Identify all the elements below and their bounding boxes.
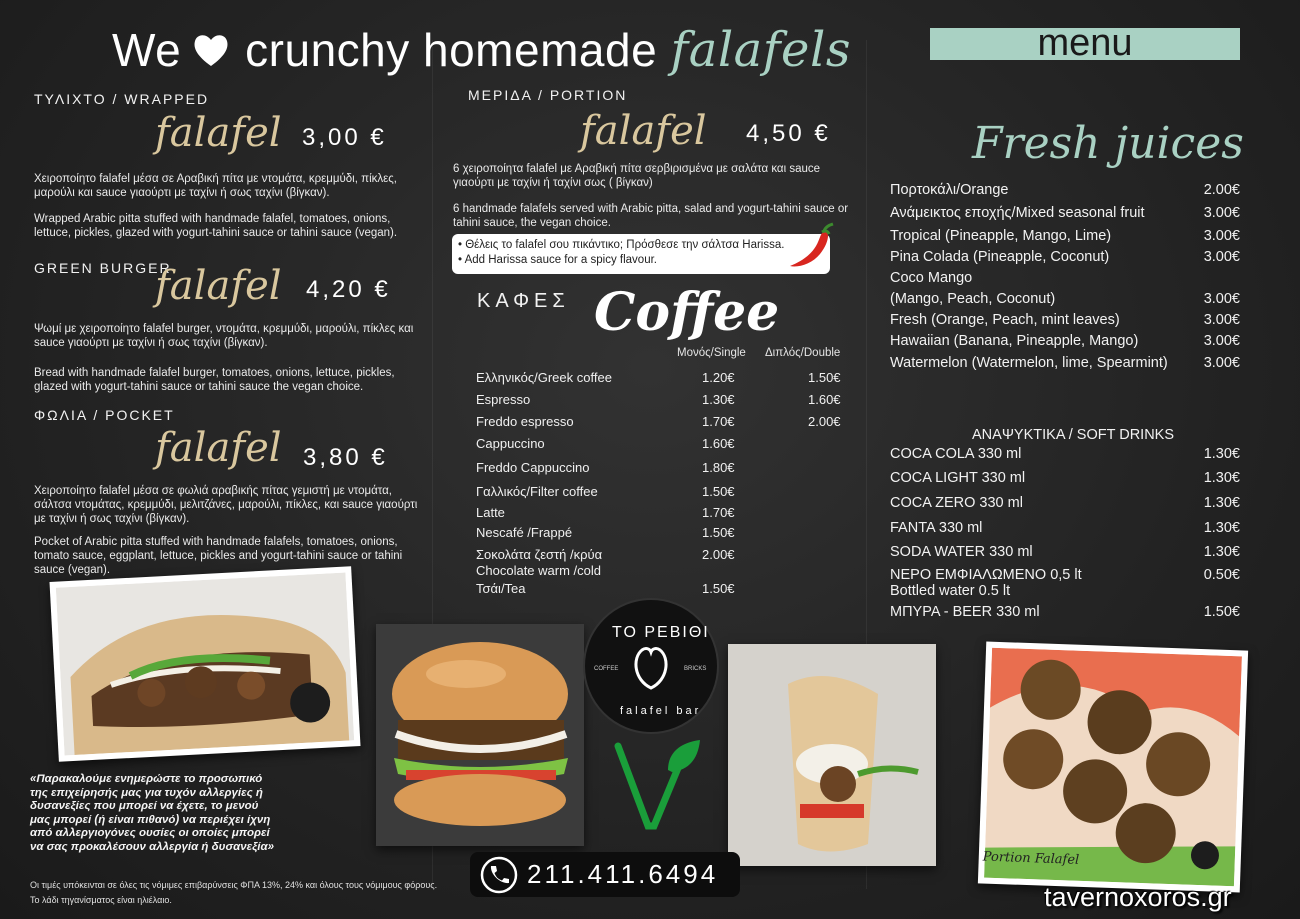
soft-drink-name: COCA ZERO 330 ml <box>890 495 1023 511</box>
coffee-item-double: 2.00€ <box>808 414 841 429</box>
soft-drink-name: FANTA 330 ml <box>890 520 983 536</box>
juices-title: Fresh juices <box>972 118 1244 169</box>
green-burger-desc-gr: Ψωμί με χειροποίητο falafel burger, ντομάτα, κρεμμύδι, μαρούλι, πίκλες και sauce γιαούρτι με ταχίνι ή σως ταχίνι (βίγκαν). <box>34 323 414 349</box>
coffee-item-name: Τσάι/Tea <box>476 581 526 596</box>
juice-name: Pina Colada (Pineapple, Coconut) <box>890 249 1110 265</box>
pocket-desc-gr: Χειροποίητο falafel μέσα σε φωλιά αραβικής πίτας γεμιστή με ντομάτα, σάλτσα ντομάτας, κρεμμύδι, μελιτζάνες, μαρούλι, πίκλες, και sauce γιαούρτι με ταχίνι ή σως ταχίνι (βίγκαν). <box>34 485 418 525</box>
coffee-item-name: Cappuccino <box>476 436 545 451</box>
harissa-line-gr: • Θέλεις το falafel σου πικάντικο; Πρόσθεσε την σάλτσα Harissa. <box>458 239 785 251</box>
coffee-col-single: Μονός/Single <box>677 347 746 359</box>
harissa-line-en: • Add Harissa sauce for a spicy flavour. <box>458 254 657 266</box>
juice-price: 3.00€ <box>1203 249 1240 265</box>
logo-right-label: BRICKS <box>684 666 707 672</box>
harissa-box <box>452 234 830 274</box>
juice-price: 3.00€ <box>1203 228 1240 244</box>
coffee-item-name: Nescafé /Frappé <box>476 525 573 540</box>
green-burger-price: 4,20 € <box>306 276 391 303</box>
coffee-item-double: 1.60€ <box>808 392 841 407</box>
phone-number[interactable]: 211.411.6494 <box>527 859 719 889</box>
juice-price: 3.00€ <box>1203 312 1240 328</box>
coffee-item-name: Freddo Cappuccino <box>476 460 590 475</box>
portion-name: falafel <box>580 108 707 154</box>
wrapped-name: falafel <box>155 110 282 156</box>
menu-label: menu <box>930 28 1240 60</box>
soft-drinks-title: ΑΝΑΨΥΚΤΙΚΑ / SOFT DRINKS <box>972 427 1175 443</box>
portion-title: ΜΕΡΙΔΑ / PORTION <box>468 87 628 103</box>
soft-drink-price: 0.50€ <box>1203 567 1240 583</box>
coffee-item-name: Γαλλικός/Filter coffee <box>476 484 598 499</box>
tax-note: Οι τιμές υπόκεινται σε όλες τις νόμιμες επιβαρύνσεις ΦΠΑ 13%, 24% και όλους τους νόμιμους φόρους. <box>30 880 438 890</box>
logo-name: ΤΟ ΡΕΒΙΘΙ <box>612 624 710 641</box>
juice-name: Πορτοκάλι/Orange <box>890 182 1009 198</box>
heart-icon <box>191 30 231 70</box>
wrapped-desc-en: Wrapped Arabic pitta stuffed with handmade falafel, tomatoes, onions, lettuce, pickles, glazed with yogurt-tahini sauce or tahini sauce (vegan). <box>34 213 398 239</box>
logo-subtitle: falafel bar <box>620 705 702 717</box>
coffee-item-single: 1.30€ <box>702 392 735 407</box>
juice-name: Watermelon (Watermelon, lime, Spearmint) <box>890 355 1168 371</box>
coffee-title-gr: ΚΑΦΕΣ <box>477 290 570 312</box>
pocket-photo <box>728 644 936 866</box>
juice-name: Coco Mango <box>890 270 973 286</box>
soft-drink-name-2: Bottled water 0.5 lt <box>890 583 1011 599</box>
coffee-item-name: Latte <box>476 505 505 520</box>
pocket-name: falafel <box>155 425 282 471</box>
portion-desc-en: 6 handmade falafels served with Arabic pitta, salad and yogurt-tahini sauce or tahini sauce, the vegan choice. <box>453 203 849 229</box>
soft-drink-price: 1.30€ <box>1203 446 1240 462</box>
juice-price: 3.00€ <box>1203 355 1240 371</box>
wrapped-price: 3,00 € <box>302 124 387 151</box>
coffee-item-name: Freddo espresso <box>476 414 574 429</box>
headline-tagline: crunchy homemade <box>245 24 658 76</box>
soft-drink-name: ΝΕΡΟ ΕΜΦΙΑΛΩΜΕΝΟ 0,5 lt <box>890 567 1082 583</box>
soft-drink-name: ΜΠΥΡΑ - BEER 330 ml <box>890 604 1040 620</box>
juice-price: 3.00€ <box>1203 205 1240 221</box>
soft-drink-price: 1.50€ <box>1203 604 1240 620</box>
pocket-title: ΦΩΛΙΑ / POCKET <box>34 407 175 423</box>
portion-photo-caption: Portion Falafel <box>982 849 1080 868</box>
soft-drink-price: 1.30€ <box>1203 544 1240 560</box>
juice-price: 3.00€ <box>1203 333 1240 349</box>
headline-we: We <box>112 24 182 76</box>
pocket-desc-en: Pocket of Arabic pitta stuffed with handmade falafels, tomatoes, onions, tomato sauce, eggplant, lettuce, pickles and yogurt-tahini sauce or tahini sauce (vegan). <box>34 536 403 576</box>
portion-price: 4,50 € <box>746 120 831 147</box>
soft-drink-price: 1.30€ <box>1203 495 1240 511</box>
coffee-item-name-2: Chocolate warm /cold <box>476 563 601 578</box>
phone-icon <box>480 856 518 894</box>
soft-drink-name: COCA COLA 330 ml <box>890 446 1022 462</box>
coffee-item-name: Ελληνικός/Greek coffee <box>476 370 612 385</box>
wrap-photo <box>49 566 360 762</box>
coffee-item-single: 1.50€ <box>702 484 735 499</box>
allergy-notice: «Παρακαλούμε ενημερώστε το προσωπικό της επιχείρησής μας για τυχόν αλλεργίες ή δυσανεξίες που μπορεί να έχετε, το μενού μας μπορεί (ή είναι πιθανό) να περιέχει ίχνη από αλλεργιογόνες ουσίες οι οποίες μπορεί να σας προκαλέσουν αλλεργία ή δυσανεξία» <box>30 773 275 853</box>
juice-name: Fresh (Orange, Peach, mint leaves) <box>890 312 1120 328</box>
green-burger-title: GREEN BURGER <box>34 260 172 276</box>
coffee-item-single: 1.50€ <box>702 581 735 596</box>
juice-name: Ανάμεικτος εποχής/Mixed seasonal fruit <box>890 205 1145 221</box>
headline <box>112 22 851 78</box>
coffee-item-name: Espresso <box>476 392 531 407</box>
coffee-item-single: 1.80€ <box>702 460 735 475</box>
juice-name: (Mango, Peach, Coconut) <box>890 291 1056 307</box>
coffee-item-single: 1.70€ <box>702 505 735 520</box>
soft-drink-price: 1.30€ <box>1203 520 1240 536</box>
green-burger-name: falafel <box>155 263 282 309</box>
logo-left-label: COFFEE <box>594 666 619 672</box>
vegan-leaf-icon <box>612 738 702 830</box>
soft-drink-price: 1.30€ <box>1203 470 1240 486</box>
burger-photo <box>376 624 584 846</box>
soft-drink-name: COCA LIGHT 330 ml <box>890 470 1026 486</box>
wrapped-desc-gr: Χειροποίητο falafel μέσα σε Αραβική πίτα με ντομάτα, κρεμμύδι, πίκλες, μαρούλι και sauce γιαούρτι με ταχίνι ή σως ταχίνι (βίγκαν). <box>34 173 397 199</box>
juice-price: 3.00€ <box>1203 291 1240 307</box>
pocket-price: 3,80 € <box>303 444 388 471</box>
portion-photo <box>978 642 1248 893</box>
coffee-title: Coffee <box>594 282 780 343</box>
juice-name: Tropical (Pineapple, Mango, Lime) <box>890 228 1112 244</box>
coffee-item-single: 1.20€ <box>702 370 735 385</box>
wrapped-title: ΤΥΛΙΧΤΟ / WRAPPED <box>34 91 210 107</box>
coffee-item-name: Σοκολάτα ζεστή /κρύα <box>476 547 603 562</box>
oil-note: Το λάδι τηγανίσματος είναι ηλιέλαιο. <box>30 895 172 905</box>
coffee-col-double: Διπλός/Double <box>765 347 841 359</box>
green-burger-desc-en: Bread with handmade falafel burger, tomatoes, onions, lettuce, pickles, glazed with yogurt-tahini sauce or tahini sauce the vegan choice. <box>34 367 395 393</box>
coffee-item-single: 1.50€ <box>702 525 735 540</box>
juice-price: 2.00€ <box>1203 182 1240 198</box>
soft-drink-name: SODA WATER 330 ml <box>890 544 1033 560</box>
chili-pepper-icon <box>786 222 836 272</box>
watermark: tavernoxoros.gr <box>1044 882 1232 912</box>
coffee-item-single: 1.60€ <box>702 436 735 451</box>
coffee-item-double: 1.50€ <box>808 370 841 385</box>
headline-accent: falafels <box>670 22 851 78</box>
coffee-item-single: 1.70€ <box>702 414 735 429</box>
coffee-item-single: 2.00€ <box>702 547 735 562</box>
portion-desc-gr: 6 χειροποίητα falafel με Αραβική πίτα σερβιρισμένα με σαλάτα και sauce γιαούρτι με ταχίνι ή ταχίνι σως ( βίγκαν) <box>453 163 821 189</box>
juice-name: Hawaiian (Banana, Pineapple, Mango) <box>890 333 1139 349</box>
